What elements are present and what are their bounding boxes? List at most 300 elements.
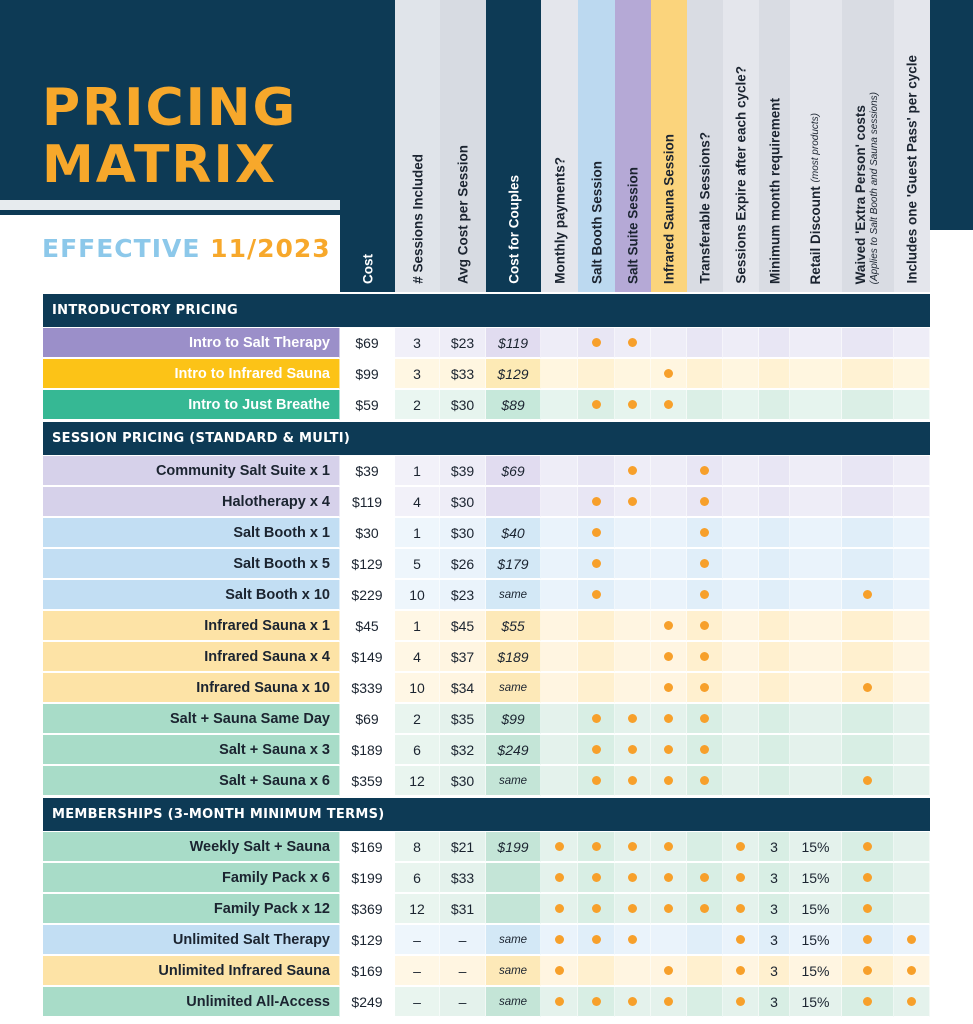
cell-booth [578,642,615,672]
check-dot-icon [863,997,872,1006]
cell-transfer [687,832,723,862]
check-dot-icon [592,497,601,506]
row-name: Weekly Salt + Sauna [43,832,340,862]
cell-expire [723,987,759,1017]
table-row [43,456,930,487]
cell-cost: $69 [340,328,395,358]
check-dot-icon [736,966,745,975]
cell-expire [723,704,759,734]
cell-monthly [541,518,578,548]
check-dot-icon [907,997,916,1006]
check-dot-icon [555,873,564,882]
check-dot-icon [592,997,601,1006]
header-label [662,134,677,284]
cell-min: 3 [759,956,790,986]
check-dot-icon [700,652,709,661]
check-dot-icon [664,714,673,723]
cell-monthly [541,611,578,641]
cell-sessions: – [395,956,440,986]
check-dot-icon [700,528,709,537]
row-name: Infrared Sauna x 4 [43,642,340,672]
cell-discount: 15% [790,925,842,955]
cell-cost: $369 [340,894,395,924]
section-header [43,422,930,455]
cell-min [759,766,790,796]
header-text: Waived 'Extra Person' costs [853,104,868,284]
cell-transfer [687,863,723,893]
cell-waived [842,987,894,1017]
cell-sauna [651,611,687,641]
header-subtext: (Applies to Salt Booth and Sauna sessions) [869,91,880,284]
section-title: MEMBERSHIPS (3-MONTH MINIMUM TERMS) [52,807,385,822]
cell-avg: $26 [440,549,486,579]
header-transferable-sessions [687,0,723,292]
cell-sessions: 3 [395,359,440,389]
cell-cost: $199 [340,863,395,893]
cell-guest [894,456,930,486]
row-name: Unlimited Infrared Sauna [43,956,340,986]
cell-cost: $189 [340,735,395,765]
row-name: Salt Booth x 5 [43,549,340,579]
cell-expire [723,642,759,672]
table-row [43,832,930,863]
cell-waived [842,642,894,672]
cell-expire [723,518,759,548]
cell-sessions: 4 [395,487,440,517]
check-dot-icon [700,776,709,785]
cell-waived [842,704,894,734]
header-label [506,175,521,284]
cell-sessions: – [395,925,440,955]
cell-discount: 15% [790,832,842,862]
cell-guest [894,487,930,517]
cell-expire [723,956,759,986]
cell-couples: $249 [486,735,541,765]
header-text: Transferable Sessions? [697,132,713,284]
cell-cost: $69 [340,704,395,734]
header-text: Avg Cost per Session [455,144,471,284]
header-label [410,154,425,284]
cell-min: 3 [759,987,790,1017]
cell-transfer [687,328,723,358]
cell-couples: same [486,956,541,986]
cell-avg: $30 [440,390,486,420]
cell-guest [894,328,930,358]
header-label [698,132,713,284]
row-name: Community Salt Suite x 1 [43,456,340,486]
cell-suite [615,518,651,548]
cell-sauna [651,518,687,548]
table-row [43,359,930,390]
cell-monthly [541,832,578,862]
cell-booth [578,832,615,862]
table-row [43,487,930,518]
cell-sauna [651,956,687,986]
cell-expire [723,832,759,862]
header-monthly-payments [541,0,578,292]
cell-min [759,642,790,672]
cell-min [759,704,790,734]
cell-waived [842,487,894,517]
header-salt-booth-session [578,0,615,292]
check-dot-icon [664,745,673,754]
cell-min: 3 [759,925,790,955]
cell-min [759,456,790,486]
cell-min [759,328,790,358]
cell-discount [790,328,842,358]
cell-transfer [687,642,723,672]
cell-cost: $39 [340,456,395,486]
cell-avg: $35 [440,704,486,734]
cell-transfer [687,549,723,579]
cell-avg: $30 [440,518,486,548]
cell-discount [790,735,842,765]
row-name: Salt + Sauna Same Day [43,704,340,734]
cell-suite [615,987,651,1017]
cell-waived [842,549,894,579]
cell-discount [790,518,842,548]
cell-waived [842,894,894,924]
cell-transfer [687,518,723,548]
cell-transfer [687,390,723,420]
section-header [43,294,930,327]
cell-sauna [651,673,687,703]
cell-discount [790,673,842,703]
header-label [552,157,567,284]
check-dot-icon [700,904,709,913]
header-label [905,55,920,284]
row-name: Unlimited All-Access [43,987,340,1017]
effective-date [42,234,331,263]
row-name: Salt + Sauna x 3 [43,735,340,765]
cell-sessions: 2 [395,390,440,420]
cell-couples: $55 [486,611,541,641]
cell-expire [723,549,759,579]
check-dot-icon [628,714,637,723]
cell-min: 3 [759,863,790,893]
table-row [43,518,930,549]
check-dot-icon [863,935,872,944]
check-dot-icon [628,873,637,882]
table-row [43,390,930,421]
cell-expire [723,580,759,610]
row-name: Infrared Sauna x 10 [43,673,340,703]
cell-suite [615,894,651,924]
row-name: Salt + Sauna x 6 [43,766,340,796]
table-row [43,956,930,987]
check-dot-icon [664,369,673,378]
table-row [43,894,930,925]
check-dot-icon [664,652,673,661]
table-row [43,642,930,673]
cell-monthly [541,359,578,389]
row-name: Infrared Sauna x 1 [43,611,340,641]
row-name: Intro to Salt Therapy [43,328,340,358]
cell-suite [615,832,651,862]
cell-waived [842,580,894,610]
cell-min [759,359,790,389]
cell-sessions: 6 [395,863,440,893]
cell-sessions: – [395,987,440,1017]
cell-guest [894,704,930,734]
row-name: Intro to Infrared Sauna [43,359,340,389]
cell-avg: $30 [440,766,486,796]
cell-transfer [687,456,723,486]
check-dot-icon [628,497,637,506]
cell-sauna [651,925,687,955]
cell-avg: $34 [440,673,486,703]
check-dot-icon [700,590,709,599]
check-dot-icon [863,966,872,975]
cell-booth [578,456,615,486]
cell-monthly [541,580,578,610]
cell-expire [723,735,759,765]
cell-waived [842,673,894,703]
page-title-line1: PRICING [42,78,298,138]
cell-booth [578,894,615,924]
check-dot-icon [736,935,745,944]
cell-waived [842,832,894,862]
cell-booth [578,328,615,358]
cell-sessions: 1 [395,611,440,641]
cell-monthly [541,456,578,486]
cell-expire [723,390,759,420]
cell-couples: $40 [486,518,541,548]
cell-monthly [541,487,578,517]
cell-avg: – [440,956,486,986]
check-dot-icon [592,714,601,723]
header-label [589,161,604,284]
cell-cost: $119 [340,487,395,517]
check-dot-icon [736,904,745,913]
cell-couples: same [486,925,541,955]
brush-stroke [0,200,340,210]
header-subtext: (most products) [810,112,821,182]
check-dot-icon [592,776,601,785]
cell-sessions: 5 [395,549,440,579]
cell-couples: $179 [486,549,541,579]
cell-discount: 15% [790,956,842,986]
check-dot-icon [700,621,709,630]
cell-sauna [651,390,687,420]
cell-cost: $129 [340,549,395,579]
cell-sauna [651,704,687,734]
header-retail-discount [790,0,842,292]
check-dot-icon [628,338,637,347]
check-dot-icon [555,935,564,944]
cell-monthly [541,735,578,765]
cell-guest [894,549,930,579]
cell-monthly [541,894,578,924]
cell-sessions: 10 [395,580,440,610]
cell-monthly [541,925,578,955]
cell-discount [790,549,842,579]
corner-accent [930,0,973,230]
cell-waived [842,359,894,389]
cell-guest [894,894,930,924]
cell-guest [894,359,930,389]
cell-waived [842,863,894,893]
check-dot-icon [664,842,673,851]
cell-waived [842,956,894,986]
cell-monthly [541,549,578,579]
cell-min: 3 [759,832,790,862]
cell-expire [723,766,759,796]
cell-avg: $39 [440,456,486,486]
cell-sauna [651,487,687,517]
cell-sauna [651,642,687,672]
cell-discount [790,580,842,610]
check-dot-icon [592,873,601,882]
cell-transfer [687,766,723,796]
cell-min [759,549,790,579]
cell-discount [790,704,842,734]
check-dot-icon [736,997,745,1006]
header-text: Retail Discount [808,185,823,284]
cell-sessions: 8 [395,832,440,862]
cell-guest [894,580,930,610]
cell-transfer [687,704,723,734]
cell-expire [723,328,759,358]
cell-transfer [687,925,723,955]
cell-cost: $169 [340,956,395,986]
check-dot-icon [592,559,601,568]
cell-suite [615,487,651,517]
cell-monthly [541,704,578,734]
cell-sauna [651,359,687,389]
check-dot-icon [863,590,872,599]
cell-discount [790,390,842,420]
cell-min [759,518,790,548]
cell-cost: $229 [340,580,395,610]
section-title: INTRODUCTORY PRICING [52,303,238,318]
table-row [43,549,930,580]
cell-min [759,390,790,420]
cell-suite [615,956,651,986]
cell-suite [615,704,651,734]
cell-waived [842,925,894,955]
cell-min [759,611,790,641]
check-dot-icon [592,590,601,599]
header-text: Cost for Couples [506,175,521,284]
cell-transfer [687,580,723,610]
check-dot-icon [628,745,637,754]
row-name: Intro to Just Breathe [43,390,340,420]
header-cost-for-couples [486,0,541,292]
cell-suite [615,642,651,672]
cell-transfer [687,987,723,1017]
cell-guest [894,642,930,672]
check-dot-icon [664,904,673,913]
cell-booth [578,863,615,893]
header-label [626,167,641,284]
cell-monthly [541,673,578,703]
header-text: # Sessions Included [410,154,425,284]
section-header [43,798,930,831]
cell-couples: $189 [486,642,541,672]
check-dot-icon [664,400,673,409]
check-dot-icon [592,338,601,347]
cell-suite [615,925,651,955]
check-dot-icon [628,904,637,913]
cell-guest [894,956,930,986]
cell-min [759,735,790,765]
check-dot-icon [555,966,564,975]
cell-suite [615,735,651,765]
check-dot-icon [736,873,745,882]
check-dot-icon [863,904,872,913]
cell-avg: $31 [440,894,486,924]
check-dot-icon [592,842,601,851]
cell-expire [723,925,759,955]
table-row [43,673,930,704]
cell-transfer [687,735,723,765]
check-dot-icon [907,935,916,944]
table-row [43,735,930,766]
cell-suite [615,766,651,796]
header-label [767,98,782,284]
header-avg-cost-per-session [440,0,486,292]
cell-expire [723,359,759,389]
check-dot-icon [664,997,673,1006]
cell-booth [578,735,615,765]
check-dot-icon [700,497,709,506]
cell-booth [578,549,615,579]
cell-booth [578,359,615,389]
cell-sessions: 12 [395,766,440,796]
check-dot-icon [628,776,637,785]
header-text: Minimum month requirement [767,97,782,284]
check-dot-icon [664,683,673,692]
check-dot-icon [700,466,709,475]
cell-waived [842,766,894,796]
header-cost [340,0,395,292]
cell-booth [578,580,615,610]
header-includes-one-guest-pass-per-cycle [894,0,930,292]
cell-guest [894,390,930,420]
cell-waived [842,456,894,486]
check-dot-icon [628,400,637,409]
cell-couples: $89 [486,390,541,420]
cell-sessions: 3 [395,328,440,358]
cell-cost: $30 [340,518,395,548]
effective-label: EFFECTIVE [42,234,201,263]
cell-min [759,673,790,703]
check-dot-icon [863,873,872,882]
cell-booth [578,925,615,955]
header-text: Infrared Sauna Session [661,133,677,284]
header-sessions-included [395,0,440,292]
cell-monthly [541,987,578,1017]
cell-sauna [651,456,687,486]
cell-sessions: 2 [395,704,440,734]
cell-couples: same [486,673,541,703]
cell-guest [894,735,930,765]
cell-suite [615,549,651,579]
cell-suite [615,359,651,389]
cell-discount [790,487,842,517]
cell-sessions: 4 [395,642,440,672]
header-text: Monthly payments? [552,157,567,284]
cell-sauna [651,735,687,765]
cell-min: 3 [759,894,790,924]
check-dot-icon [628,935,637,944]
cell-cost: $45 [340,611,395,641]
cell-cost: $59 [340,390,395,420]
section-title: SESSION PRICING (STANDARD & MULTI) [52,431,351,446]
cell-cost: $149 [340,642,395,672]
check-dot-icon [863,842,872,851]
